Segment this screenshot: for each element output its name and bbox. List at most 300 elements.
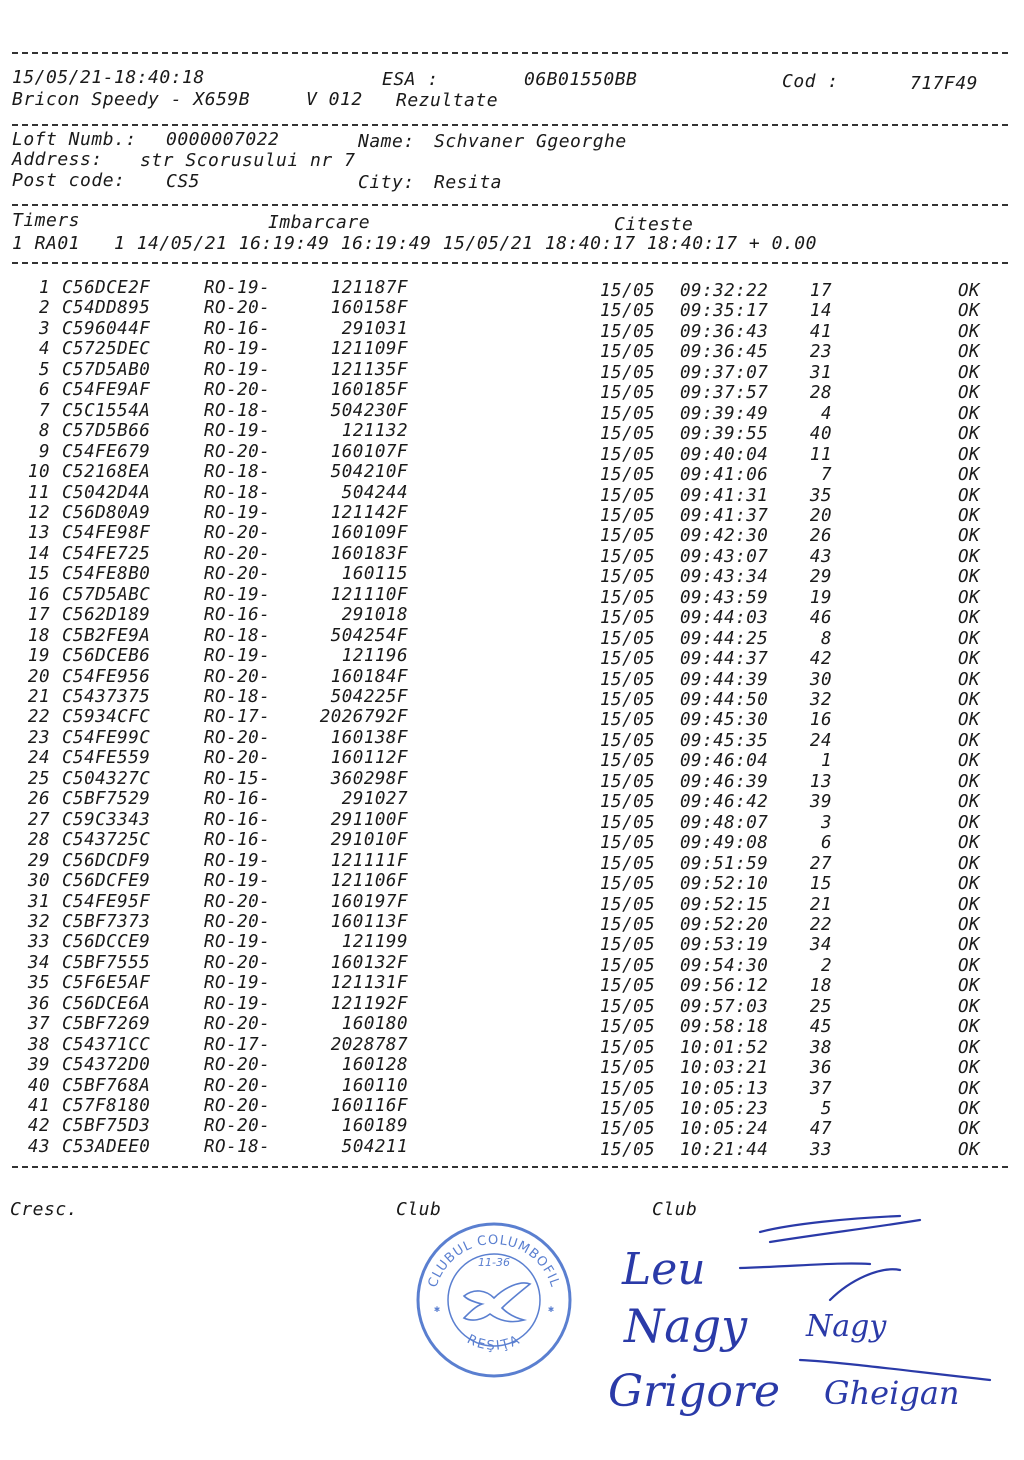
cell-time: 09:36:43	[680, 321, 769, 342]
cell-date: 15/05	[600, 1058, 656, 1079]
cell-date: 15/05	[600, 996, 656, 1017]
address-value: str Scorusului nr 7	[140, 150, 356, 171]
cod-label: Cod :	[782, 71, 839, 92]
cell-chip: C54FE99C	[62, 727, 151, 748]
cell-n: 37	[27, 1014, 50, 1035]
result-row	[0, 830, 1024, 854]
cell-ring: RO-20-	[204, 543, 271, 564]
cell-num: 160132F	[330, 952, 408, 973]
cell-date: 15/05	[600, 546, 656, 567]
result-row	[0, 278, 1024, 299]
cell-date: 15/05	[600, 955, 656, 976]
stamp-top-text: CLUBUL COLUMBOFIL	[425, 1232, 563, 1290]
cell-chip: C54FE679	[62, 441, 151, 462]
cell-num: 291018	[341, 605, 408, 626]
cell-chip: C5C1554A	[62, 400, 151, 421]
cell-chip: C504327C	[62, 768, 151, 789]
dashed-rule	[12, 262, 1008, 264]
cell-n: 24	[27, 748, 50, 769]
cell-time: 09:44:37	[680, 649, 769, 670]
cell-num: 2028787	[330, 1034, 408, 1055]
cell-status: OK	[958, 914, 981, 935]
signature-grigore: Grigore	[608, 1366, 780, 1417]
cell-time: 10:01:52	[680, 1037, 769, 1058]
cell-pos: 18	[809, 976, 832, 997]
result-row	[0, 442, 1024, 463]
cell-ring: RO-19-	[204, 502, 271, 523]
svg-text:REŞIŢA	[464, 1332, 523, 1354]
cell-date: 15/05	[600, 321, 656, 342]
cell-chip: C59C3343	[62, 809, 151, 830]
cell-pos: 14	[809, 301, 832, 322]
cell-num: 121187F	[330, 278, 408, 298]
result-row	[0, 523, 1024, 547]
cell-num: 160185F	[330, 380, 408, 401]
result-row	[0, 912, 1024, 933]
cell-ring: RO-18-	[204, 482, 271, 503]
result-row	[0, 728, 1024, 749]
cell-date: 15/05	[600, 730, 656, 751]
cell-n: 39	[27, 1055, 50, 1076]
svg-text:Gheigan: Gheigan	[824, 1374, 960, 1412]
result-row	[0, 707, 1024, 731]
club-label-left: Club	[396, 1199, 442, 1220]
cell-chip: C54FE9AF	[62, 380, 151, 401]
cell-chip: C562D189	[62, 605, 151, 626]
cell-time: 09:43:59	[680, 587, 769, 608]
cell-n: 2	[38, 298, 50, 319]
cell-n: 5	[38, 359, 50, 380]
cell-pos: 37	[809, 1078, 832, 1099]
cell-time: 09:44:50	[680, 690, 769, 710]
stamp-code: 11-36	[478, 1256, 510, 1269]
cell-num: 121110F	[330, 584, 408, 605]
cell-num: 121135F	[330, 359, 408, 380]
result-row	[0, 1137, 1024, 1158]
signature-leu: Leu	[622, 1244, 706, 1295]
cell-n: 9	[38, 441, 50, 462]
cell-time: 09:58:18	[680, 1017, 769, 1038]
cell-chip: C56D80A9	[62, 502, 151, 523]
cell-chip: C543725C	[62, 830, 151, 851]
cell-chip: C54FE8B0	[62, 564, 151, 585]
cell-n: 4	[38, 339, 50, 360]
cell-ring: RO-17-	[204, 1034, 271, 1055]
cell-time: 09:37:07	[680, 362, 769, 383]
result-row	[0, 953, 1024, 974]
report-type: Rezultate	[396, 90, 499, 111]
report-datetime: 15/05/21-18:40:18	[12, 67, 205, 88]
cell-date: 15/05	[600, 301, 656, 322]
cell-date: 15/05	[600, 874, 656, 895]
cell-n: 16	[27, 584, 50, 605]
dashed-rule	[12, 52, 1008, 54]
result-row	[0, 994, 1024, 1015]
cell-pos: 46	[809, 608, 832, 629]
cell-status: OK	[958, 608, 981, 629]
cell-n: 34	[27, 952, 50, 973]
loft-value: 0000007022	[166, 129, 280, 150]
result-row	[0, 605, 1024, 629]
citeste-label: Citeste	[614, 214, 694, 235]
postcode-label: Post code:	[12, 170, 126, 191]
cell-time: 09:48:07	[680, 812, 769, 833]
cell-status: OK	[958, 894, 981, 915]
result-row	[0, 1014, 1024, 1038]
cell-chip: C57F8180	[62, 1096, 151, 1116]
cell-ring: RO-20-	[204, 1055, 271, 1076]
cell-num: 160128	[341, 1055, 408, 1076]
cell-n: 40	[27, 1075, 50, 1096]
cell-chip: C53ADEE0	[62, 1136, 151, 1157]
cell-n: 43	[27, 1136, 50, 1157]
cell-num: 160138F	[330, 727, 408, 748]
cell-date: 15/05	[600, 1119, 656, 1140]
cell-n: 3	[38, 318, 50, 339]
cell-pos: 7	[820, 465, 832, 486]
cell-ring: RO-20-	[204, 564, 271, 585]
cell-status: OK	[958, 710, 981, 731]
cell-time: 09:46:42	[680, 792, 769, 813]
cell-status: OK	[958, 649, 981, 670]
cell-n: 35	[27, 973, 50, 994]
cell-chip: C5437375	[62, 687, 151, 707]
cell-date: 15/05	[600, 424, 656, 445]
result-row	[0, 667, 1024, 688]
cell-n: 22	[27, 707, 50, 728]
result-row	[0, 1116, 1024, 1140]
result-row	[0, 769, 1024, 790]
cell-n: 25	[27, 768, 50, 789]
cell-time: 09:35:17	[680, 301, 769, 322]
cell-pos: 2	[820, 955, 832, 976]
cell-chip: C5B2FE9A	[62, 625, 151, 646]
cell-date: 15/05	[600, 505, 656, 526]
cell-pos: 8	[820, 628, 832, 649]
cell-ring: RO-19-	[204, 871, 271, 892]
cell-num: 291031	[341, 318, 408, 339]
svg-text:✱: ✱	[548, 1304, 555, 1315]
cell-status: OK	[958, 444, 981, 465]
cell-num: 160197F	[330, 891, 408, 912]
cell-pos: 11	[809, 444, 832, 465]
result-row	[0, 973, 1024, 997]
cell-chip: C57D5B66	[62, 421, 151, 442]
cell-pos: 22	[809, 914, 832, 935]
cell-status: OK	[958, 996, 981, 1017]
cell-status: OK	[958, 1037, 981, 1058]
cell-ring: RO-18-	[204, 687, 271, 707]
signatures	[600, 1210, 1010, 1430]
cell-pos: 47	[809, 1119, 832, 1140]
result-row	[0, 789, 1024, 813]
cell-pos: 6	[820, 833, 832, 854]
cell-chip: C5042D4A	[62, 482, 151, 503]
stamp-bottom-text: REŞIŢA	[464, 1332, 524, 1354]
cell-ring: RO-17-	[204, 707, 271, 728]
cell-ring: RO-16-	[204, 830, 271, 851]
cell-date: 15/05	[600, 1037, 656, 1058]
cell-chip: C54371CC	[62, 1034, 151, 1055]
cell-time: 09:43:07	[680, 546, 769, 567]
cell-n: 23	[27, 727, 50, 748]
cell-date: 15/05	[600, 1017, 656, 1038]
cell-status: OK	[958, 976, 981, 997]
cell-time: 09:40:04	[680, 444, 769, 465]
name-value: Schvaner Ggeorghe	[434, 131, 627, 152]
cell-num: 504244	[341, 482, 408, 503]
cell-ring: RO-20-	[204, 911, 271, 932]
result-row	[0, 851, 1024, 872]
cell-num: 504230F	[330, 400, 408, 421]
cell-num: 121131F	[330, 973, 408, 994]
cell-chip: C54DD895	[62, 298, 151, 319]
cell-date: 15/05	[600, 853, 656, 874]
cell-status: OK	[958, 526, 981, 547]
cell-date: 15/05	[600, 403, 656, 424]
address-label: Address:	[12, 149, 103, 170]
cell-pos: 35	[809, 485, 832, 506]
cell-chip: C5BF75D3	[62, 1116, 151, 1137]
cell-time: 09:56:12	[680, 976, 769, 997]
cell-num: 160189	[341, 1116, 408, 1137]
cell-num: 121111F	[330, 850, 408, 871]
cell-time: 09:52:20	[680, 914, 769, 935]
cell-chip: C5BF7269	[62, 1014, 151, 1035]
cell-num: 160113F	[330, 911, 408, 932]
cell-ring: RO-20-	[204, 1014, 271, 1035]
cell-ring: RO-20-	[204, 666, 271, 687]
cell-status: OK	[958, 301, 981, 322]
result-row	[0, 483, 1024, 504]
cell-ring: RO-19-	[204, 584, 271, 605]
cell-time: 10:21:44	[680, 1139, 769, 1160]
cell-chip: C56DCCE9	[62, 932, 151, 953]
cell-date: 15/05	[600, 628, 656, 649]
cell-status: OK	[958, 424, 981, 445]
cell-pos: 31	[809, 362, 832, 383]
cell-num: 121192F	[330, 993, 408, 1014]
cell-date: 15/05	[600, 771, 656, 792]
cell-chip: C5BF7373	[62, 911, 151, 932]
result-row	[0, 1035, 1024, 1056]
cell-n: 8	[38, 421, 50, 442]
cell-n: 33	[27, 932, 50, 953]
cell-num: 160158F	[330, 298, 408, 319]
result-row	[0, 401, 1024, 422]
cell-ring: RO-16-	[204, 809, 271, 830]
cell-ring: RO-20-	[204, 441, 271, 462]
cell-time: 09:45:30	[680, 710, 769, 731]
svg-text:Nagy: Nagy	[806, 1309, 887, 1344]
cell-chip: C56DCDF9	[62, 850, 151, 871]
cell-time: 09:52:10	[680, 874, 769, 895]
cell-status: OK	[958, 1119, 981, 1140]
cell-ring: RO-19-	[204, 973, 271, 994]
cell-num: 121109F	[330, 339, 408, 360]
cell-ring: RO-20-	[204, 1075, 271, 1096]
result-row	[0, 298, 1024, 322]
cell-ring: RO-20-	[204, 298, 271, 319]
cell-time: 09:46:04	[680, 751, 769, 772]
cell-status: OK	[958, 403, 981, 424]
cell-pos: 26	[809, 526, 832, 547]
club-stamp	[412, 1218, 576, 1382]
cell-pos: 30	[809, 669, 832, 690]
cell-time: 09:57:03	[680, 996, 769, 1017]
cell-time: 09:49:08	[680, 833, 769, 854]
cell-time: 09:44:03	[680, 608, 769, 629]
cell-date: 15/05	[600, 362, 656, 383]
result-row	[0, 503, 1024, 524]
cell-pos: 1	[820, 751, 832, 772]
cell-num: 121142F	[330, 502, 408, 523]
cell-chip: C52168EA	[62, 462, 151, 483]
dashed-rule	[12, 124, 1008, 126]
cell-status: OK	[958, 505, 981, 526]
signature-nagy: Nagy	[624, 1299, 748, 1353]
cell-chip: C5BF7555	[62, 952, 151, 973]
cell-num: 291100F	[330, 809, 408, 830]
cell-pos: 5	[820, 1099, 832, 1119]
cell-time: 09:44:39	[680, 669, 769, 690]
cell-n: 29	[27, 850, 50, 871]
result-row	[0, 564, 1024, 588]
cell-num: 160109F	[330, 523, 408, 544]
cell-n: 31	[27, 891, 50, 912]
cell-ring: RO-19-	[204, 339, 271, 360]
timer-line: 1 RA01 1 14/05/21 16:19:49 16:19:49 15/05/21 18:40:17 18:40:17 + 0.00	[12, 233, 817, 254]
cell-date: 15/05	[600, 1099, 656, 1119]
cell-n: 20	[27, 666, 50, 687]
cell-num: 160184F	[330, 666, 408, 687]
cell-time: 09:41:06	[680, 465, 769, 486]
cell-ring: RO-18-	[204, 462, 271, 483]
cell-n: 10	[27, 462, 50, 483]
cell-status: OK	[958, 587, 981, 608]
cell-n: 19	[27, 646, 50, 667]
cresc-label: Cresc.	[10, 1199, 79, 1220]
cell-date: 15/05	[600, 465, 656, 486]
cell-chip: C54FE725	[62, 543, 151, 564]
cell-status: OK	[958, 730, 981, 751]
cell-ring: RO-16-	[204, 318, 271, 339]
cell-time: 09:36:45	[680, 342, 769, 363]
cod-value: 717F49	[910, 73, 979, 94]
cell-n: 15	[27, 564, 50, 585]
cell-pos: 16	[809, 710, 832, 731]
cell-date: 15/05	[600, 444, 656, 465]
cell-status: OK	[958, 853, 981, 874]
cell-num: 291010F	[330, 830, 408, 851]
cell-n: 7	[38, 400, 50, 421]
result-row	[0, 1055, 1024, 1079]
cell-n: 6	[38, 380, 50, 401]
city-value: Resita	[434, 172, 503, 193]
device-name: Bricon Speedy - X659B	[12, 89, 251, 110]
cell-date: 15/05	[600, 649, 656, 670]
cell-ring: RO-20-	[204, 727, 271, 748]
cell-date: 15/05	[600, 669, 656, 690]
cell-time: 09:41:37	[680, 505, 769, 526]
device-version: V 012	[306, 89, 363, 110]
dashed-rule	[12, 204, 1008, 206]
cell-status: OK	[958, 812, 981, 833]
cell-date: 15/05	[600, 1139, 656, 1160]
cell-ring: RO-20-	[204, 1116, 271, 1137]
club-label-right: Club	[652, 1199, 698, 1220]
cell-ring: RO-19-	[204, 421, 271, 442]
esa-value: 06B01550BB	[524, 69, 638, 90]
cell-date: 15/05	[600, 608, 656, 629]
cell-status: OK	[958, 546, 981, 567]
cell-status: OK	[958, 771, 981, 792]
result-row	[0, 932, 1024, 956]
cell-time: 10:05:23	[680, 1099, 769, 1119]
cell-chip: C54372D0	[62, 1055, 151, 1076]
cell-pos: 24	[809, 730, 832, 751]
cell-pos: 40	[809, 424, 832, 445]
cell-n: 1	[38, 278, 50, 298]
cell-chip: C57D5ABC	[62, 584, 151, 605]
cell-time: 09:51:59	[680, 853, 769, 874]
cell-n: 42	[27, 1116, 50, 1137]
cell-status: OK	[958, 342, 981, 363]
cell-date: 15/05	[600, 342, 656, 363]
cell-date: 15/05	[600, 914, 656, 935]
result-row	[0, 339, 1024, 363]
cell-num: 291027	[341, 789, 408, 810]
cell-n: 18	[27, 625, 50, 646]
cell-status: OK	[958, 669, 981, 690]
cell-ring: RO-16-	[204, 605, 271, 626]
cell-ring: RO-19-	[204, 932, 271, 953]
cell-ring: RO-20-	[204, 748, 271, 769]
cell-num: 504225F	[330, 687, 408, 707]
cell-ring: RO-20-	[204, 380, 271, 401]
cell-pos: 36	[809, 1058, 832, 1079]
cell-num: 360298F	[330, 768, 408, 789]
cell-num: 160110	[341, 1075, 408, 1096]
svg-text:✱: ✱	[434, 1304, 441, 1315]
cell-pos: 33	[809, 1139, 832, 1160]
cell-status: OK	[958, 1058, 981, 1079]
cell-date: 15/05	[600, 833, 656, 854]
cell-ring: RO-15-	[204, 768, 271, 789]
cell-num: 504254F	[330, 625, 408, 646]
cell-pos: 39	[809, 792, 832, 813]
cell-pos: 21	[809, 894, 832, 915]
cell-status: OK	[958, 874, 981, 895]
cell-pos: 32	[809, 690, 832, 710]
cell-num: 160183F	[330, 543, 408, 564]
cell-pos: 13	[809, 771, 832, 792]
cell-chip: C54FE98F	[62, 523, 151, 544]
cell-time: 09:46:39	[680, 771, 769, 792]
cell-chip: C5BF768A	[62, 1075, 151, 1096]
cell-status: OK	[958, 833, 981, 854]
cell-pos: 3	[820, 812, 832, 833]
cell-n: 26	[27, 789, 50, 810]
cell-time: 10:05:13	[680, 1078, 769, 1099]
cell-pos: 34	[809, 935, 832, 956]
result-row	[0, 626, 1024, 647]
cell-time: 09:43:34	[680, 567, 769, 588]
cell-ring: RO-19-	[204, 850, 271, 871]
cell-time: 09:54:30	[680, 955, 769, 976]
cell-status: OK	[958, 321, 981, 342]
cell-time: 09:45:35	[680, 730, 769, 751]
